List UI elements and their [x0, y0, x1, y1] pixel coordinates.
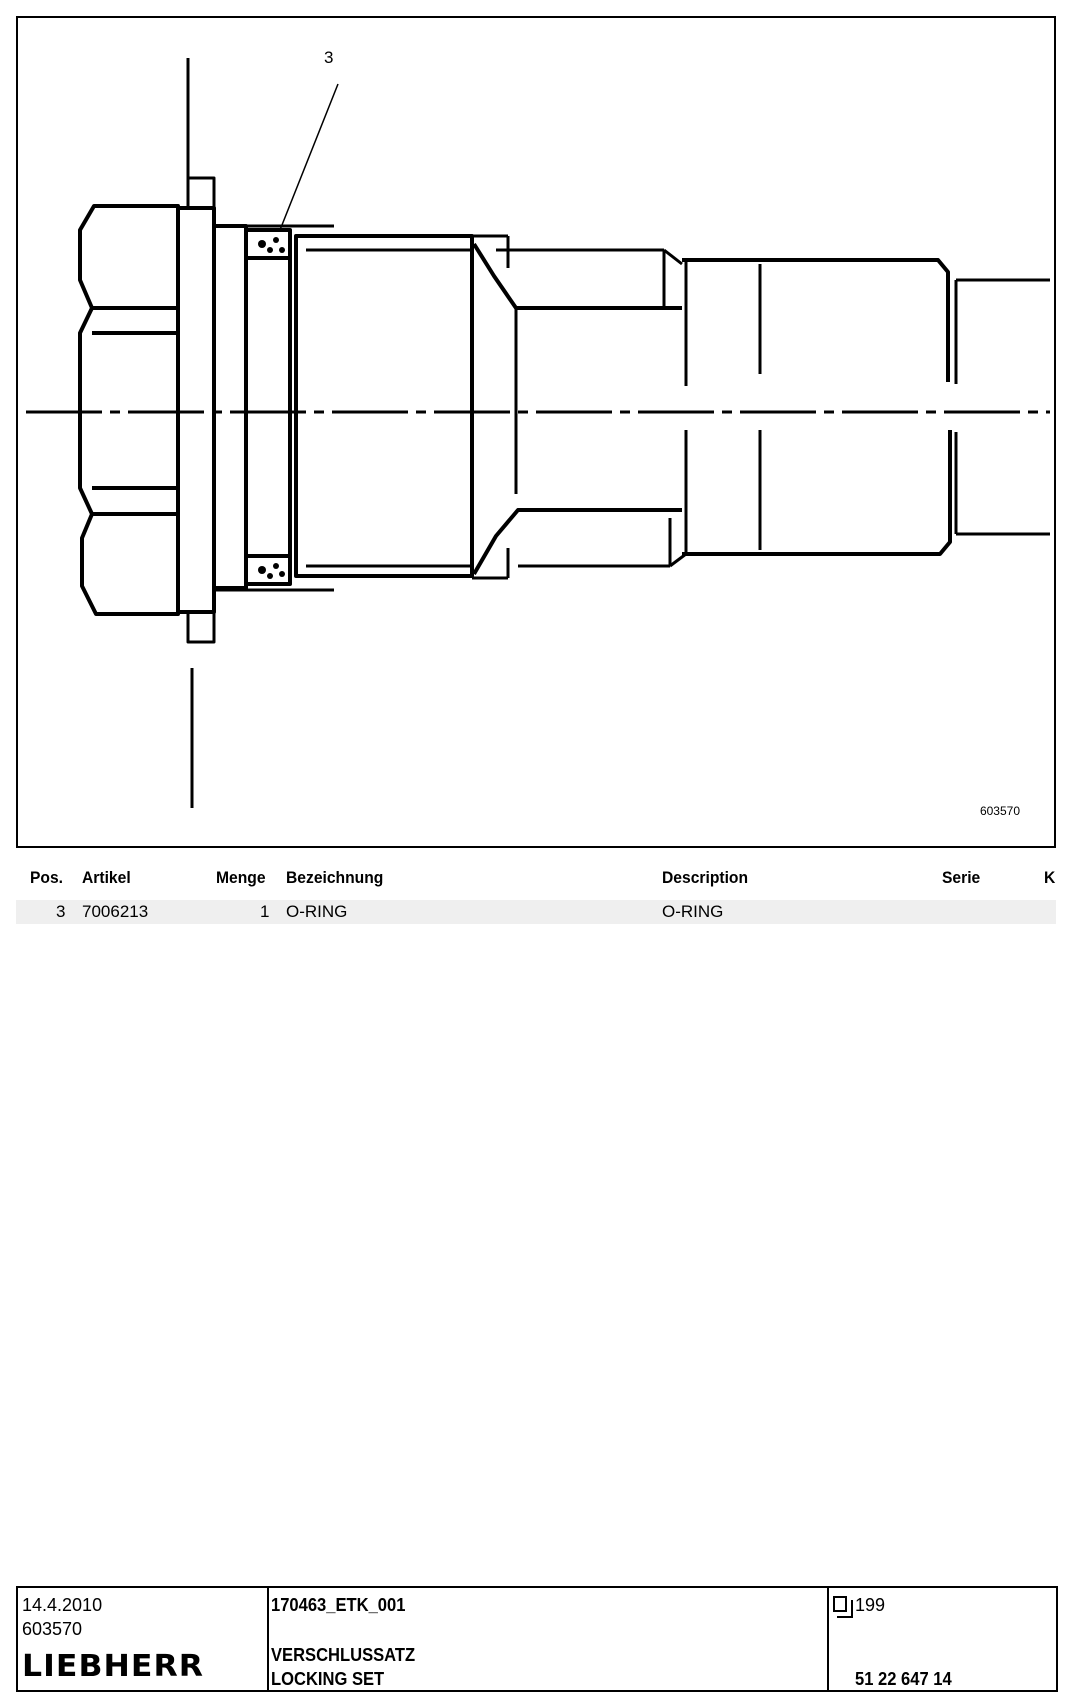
title-block-left — [18, 1588, 269, 1690]
locking-set-drawing — [18, 18, 1054, 846]
cell-description: O-RING — [662, 902, 724, 921]
page-number: 199 — [855, 1595, 886, 1615]
header-k: K — [1044, 868, 1056, 887]
exploded-drawing-frame — [16, 16, 1056, 848]
drawing-number: 603570 — [979, 804, 1020, 818]
title-block-right — [829, 1588, 1056, 1690]
cell-menge: 1 — [260, 902, 270, 921]
cell-bezeichnung: O-RING — [286, 902, 348, 921]
parts-table — [16, 866, 1056, 924]
table-row — [16, 900, 1056, 924]
print-date: 14.4.2010 — [22, 1595, 103, 1615]
part-number: 51 22 647 14 — [855, 1669, 952, 1689]
drawing-reference: 603570 — [22, 1619, 83, 1639]
header-serie: Serie — [942, 868, 981, 887]
title-block — [16, 1586, 1058, 1692]
title-block-middle — [267, 1588, 829, 1690]
cell-pos: 3 — [56, 902, 66, 921]
cell-artikel: 7006213 — [82, 902, 149, 921]
liebherr-logo: LIEBHERR — [22, 1649, 205, 1684]
header-description: Description — [662, 868, 749, 887]
header-menge: Menge — [216, 868, 266, 887]
table-header — [16, 866, 1056, 890]
title-english: LOCKING SET — [271, 1669, 385, 1689]
callout-number: 3 — [324, 48, 334, 67]
title-german: VERSCHLUSSATZ — [271, 1645, 416, 1665]
document-id: 170463_ETK_001 — [271, 1595, 406, 1615]
header-pos: Pos. — [30, 868, 64, 887]
header-artikel: Artikel — [82, 868, 131, 887]
page-icon — [833, 1596, 847, 1612]
header-bezeichnung: Bezeichnung — [286, 868, 384, 887]
